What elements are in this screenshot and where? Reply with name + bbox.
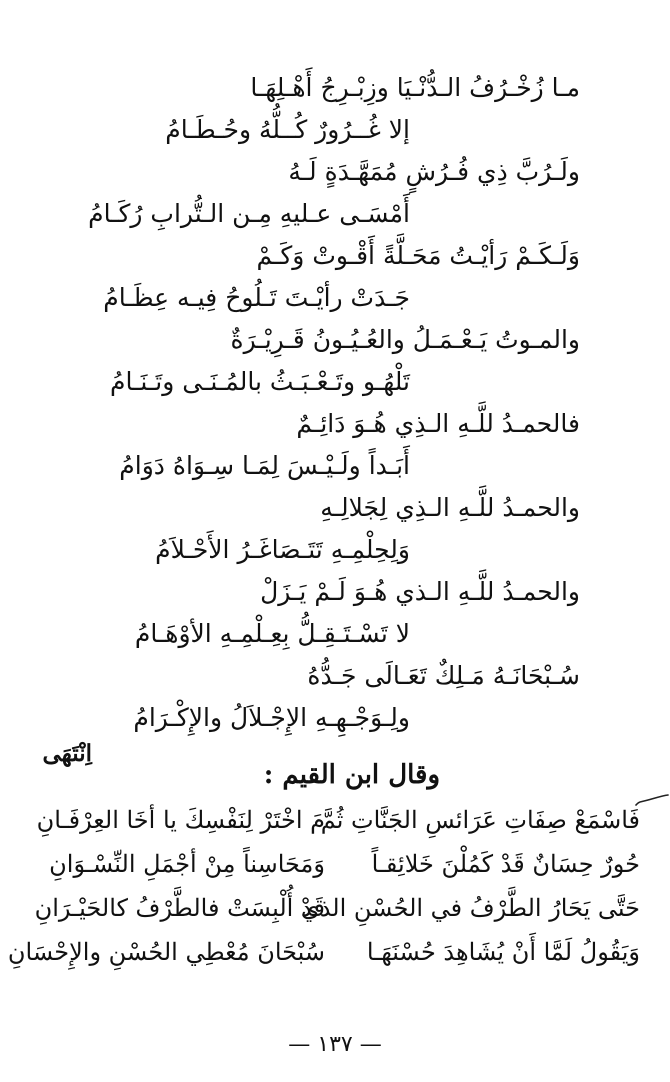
poem-line: جَـدَتْ رأيْـتَ تَـلُوحُ فِيـه عِظَـامُ: [103, 283, 410, 312]
poem-line: مـا زُخْـرُفُ الـدُّنْـيَا وزِبْـرِجُ أَهْـلِهَـا: [250, 73, 580, 102]
poem-line: وَلِحِلْمِـهِ تَتَـصَاغَـرُ الأَحْـلاَمُ: [155, 535, 410, 564]
poem-line: والمـوتُ يَـعْـمَـلُ والعُـيُـونُ قَـرِيْـرَةٌ: [230, 325, 580, 354]
section-heading: وقال ابن القيم :: [263, 760, 440, 790]
second-hemistich: وَمَحَاسِناً مِنْ أجْمَلِ النِّسْـوَانِ: [49, 850, 325, 878]
poem-line: ولَـرُبَّ ذِي فُـرُشٍ مُمَهَّـدَةٍ لَـهُ: [288, 157, 580, 186]
poem-line: والحمـدُ للَّـهِ الـذِي لِجَلالِـهِ: [320, 493, 580, 522]
second-hemistich: قَدْ أُلْبِسَتْ فالطَّرْفُ كالحَيْـرَانِ: [34, 894, 325, 922]
poem-line: أَمْسَـى عـليهِ مِـن الـتُّرابِ رُكَـامُ: [88, 199, 410, 228]
poem-line: سُـبْحَانَـهُ مَـلِكٌ تَعَـالَى جَـدُّهُ: [307, 661, 580, 690]
poem-line: والحمـدُ للَّـهِ الـذي هُـوَ لَـمْ يَـزَلْ: [260, 577, 580, 606]
poem-line: وَلَـكَـمْ رَأيْـتُ مَحَـلَّةً أَقْـوتْ وَكَـمْ: [256, 241, 580, 270]
poem-line: أَبَـداً ولَـيْـسَ لِمَـا سِـوَاهُ دَوَامُ: [119, 451, 410, 480]
closing-word: اِنْتَهَى: [42, 740, 92, 767]
page-number: — ١٣٧ —: [288, 1032, 382, 1057]
second-hemistich: سُبْحَانَ مُعْطِي الحُسْنِ والإِحْسَانِ: [7, 938, 325, 966]
first-hemistich: حُورٌ حِسَانٌ قَدْ كَمُلْنَ خَلائِقـاً: [371, 850, 640, 878]
couplet: [0, 932, 670, 976]
couplet: [0, 800, 670, 844]
poem-line: تَلْهُـو وتَـعْـبَـثُ بالمُـنَـى وتَـنَـامُ: [110, 367, 410, 396]
poem-line: ولِـوَجْـهِـهِ الإِجْـلاَلُ والإِكْـرَامُ: [133, 703, 410, 732]
poem-line: لا تَسْـتَـقِـلُّ بِعِـلْمِـهِ الأوْهَـامُ: [134, 619, 410, 648]
poem-line: فالحمـدُ للَّـهِ الـذِي هُـوَ دَائِـمٌ: [296, 409, 580, 438]
first-hemistich: فَاسْمَعْ صِفَاتِ عَرَائسِ الجَنَّاتِ ثُمَّ: [320, 806, 640, 834]
couplet: [0, 888, 670, 932]
poem-line: إلا غُــرُورٌ كُــلُّهُ وحُـطَـامُ: [165, 115, 410, 144]
couplet: [0, 844, 670, 888]
first-hemistich: وَيَقُولُ لَمَّا أَنْ يُشَاهِدَ حُسْنَهَـا: [366, 938, 640, 966]
first-hemistich: حَتَّى يَحَارُ الطَّرْفُ في الحُسْنِ الذي: [300, 894, 640, 922]
second-hemistich: مَ اخْتَرْ لِنَفْسِكَ يا أخَا العِرْفَـانِ: [36, 806, 325, 834]
